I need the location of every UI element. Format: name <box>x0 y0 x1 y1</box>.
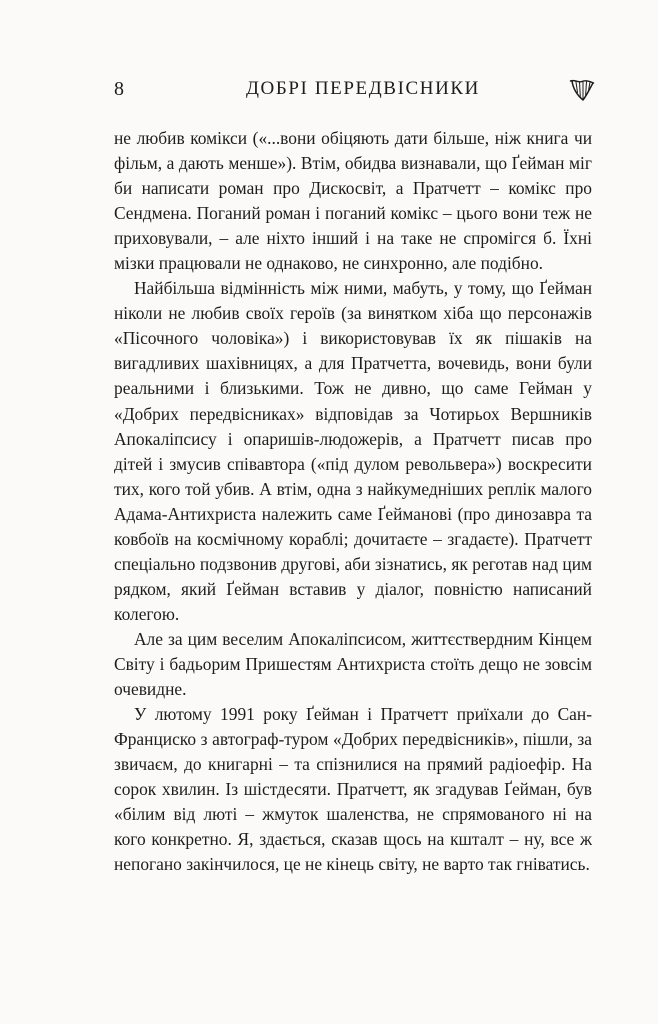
running-head <box>114 76 596 102</box>
paragraph: не любив комікси («...вони обіцяють дати більше, ніж книга чи фільм, а дають менше»). Втім, обидва визнавали, що Ґейман міг би написати роман про Дискосвіт, а Пратчетт – комікс про Сендмена. Поганий роман і поганий комікс – цього вони теж не приховували, – але ніхто інший і на таке не спромігся б. Їхні мізки працювали не однаково, не синхронно, але подібно. <box>114 128 592 274</box>
paragraph: У лютому 1991 року Ґейман і Пратчетт приїхали до Сан-Франциско з автограф-туром «Добрих передвісників», пішли, за звичаєм, до книгарні – та спізнилися на прямий радіоефір. На сорок хвилин. Із шістдесяти. Пратчетт, як згадував Ґейман, був «білим від люті – жмуток шаленства, не спрямованого ні на кого конкретно. Я, здається, сказав щось на кшталт – ну, все ж непогано закінчилося, це не кінець світу, не варто так гніватись. <box>114 704 592 875</box>
paragraph: Але за цим веселим Апокаліпсисом, життєствердним Кінцем Світу і бадьорим Пришестям Антихриста стоїть дещо не зовсім очевидне. <box>114 628 592 700</box>
page-number: 8 <box>114 78 124 100</box>
paragraph: Найбільша відмінність між ними, мабуть, у тому, що Ґейман ніколи не любив своїх героїв (за винятком хіба що персонажів «Пісочного чоловіка») і використовував їх як пішаків на вигадливих шахівницях, а для Пратчетта, вочевидь, вони були реальними і близькими. Тож не дивно, що саме Гейман у «Добрих передвісниках» відповідав за Чотирьох Вершників Апокаліпсису і опаришів-людожерів, а Пратчетт писав про дітей і змусив співавтора («під дулом револьвера») воскресити тих, кого той убив. А втім, одна з найкумедніших реплік малого Адама-Антихриста належить саме Ґейманові (про динозавра та ковбоїв на космічному кораблі; дочитаєте – згадаєте). Пратчетт спеціально подзвонив другові, аби зізнатись, як реготав над цим рядком, який Ґейман вставив у діалог, повністю написаний колегою. <box>114 278 592 624</box>
harp-icon <box>568 77 596 103</box>
body-text <box>114 126 592 877</box>
running-title: ДОБРІ ПЕРЕДВІСНИКИ <box>246 78 481 99</box>
